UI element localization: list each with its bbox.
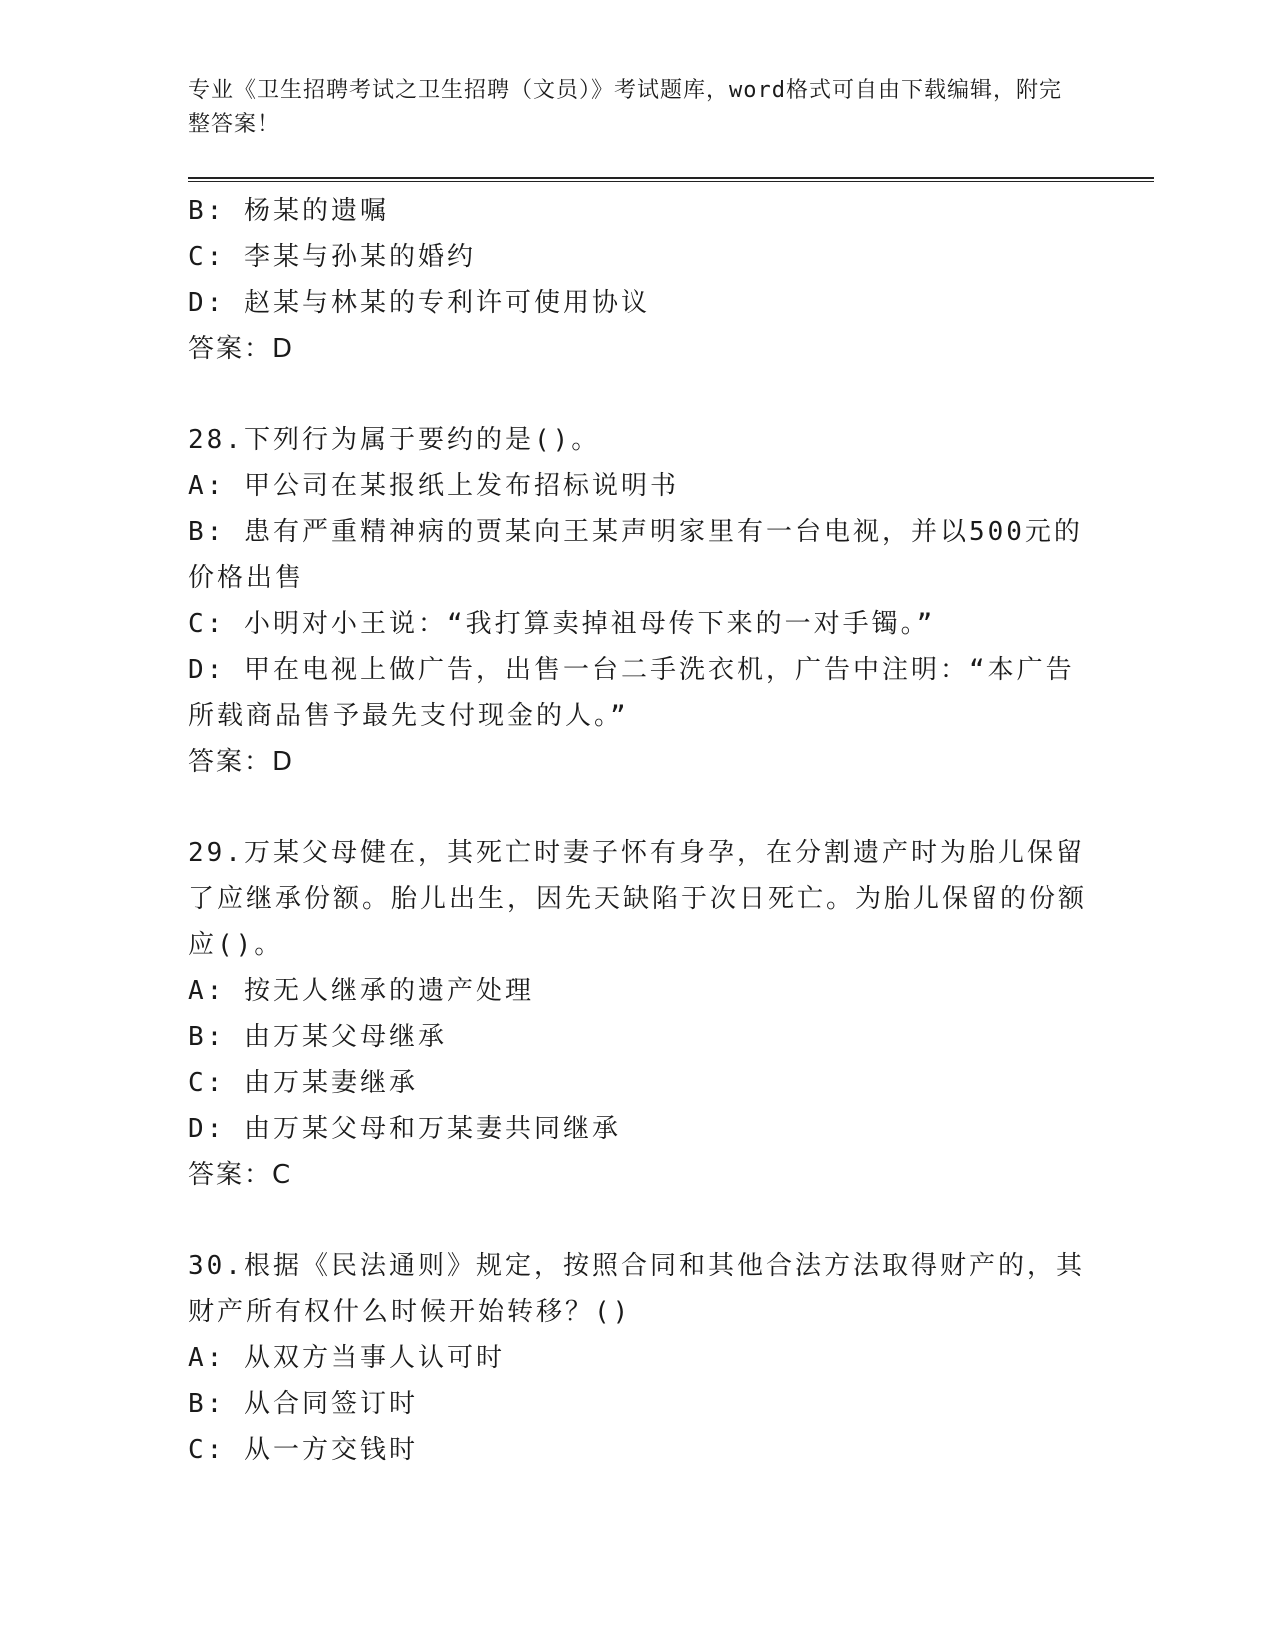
option-b: B: 由万某父母继承 [188, 1022, 447, 1052]
answer: 答案：D [188, 747, 295, 777]
question-content [188, 188, 1088, 1473]
option-d: D: 赵某与林某的专利许可使用协议 [188, 288, 650, 318]
spacer [188, 372, 1088, 417]
option-a: A: 从双方当事人认可时 [188, 1343, 505, 1373]
question-stem: 29.万某父母健在，其死亡时妻子怀有身孕，在分割遗产时为胎儿保留了应继承份额。胎儿出生，因先天缺陷于次日死亡。为胎儿保留的份额应()。 [188, 838, 1088, 960]
option-c: C: 由万某妻继承 [188, 1068, 418, 1098]
option-b: B: 患有严重精神病的贾某向王某声明家里有一台电视，并以500元的价格出售 [188, 517, 1083, 593]
header-divider [188, 177, 1154, 182]
option-b: B: 杨某的遗嘱 [188, 196, 389, 226]
document-header [188, 74, 1078, 142]
question-28 [188, 417, 1088, 785]
option-a: A: 甲公司在某报纸上发布招标说明书 [188, 471, 679, 501]
question-27-tail [188, 188, 1088, 372]
option-a: A: 按无人继承的遗产处理 [188, 976, 534, 1006]
option-c: C: 小明对小王说：“我打算卖掉祖母传下来的一对手镯。” [188, 609, 936, 639]
header-text: 专业《卫生招聘考试之卫生招聘（文员）》考试题库，word格式可自由下载编辑，附完整答案！ [188, 78, 1062, 137]
option-d: D: 由万某父母和万某妻共同继承 [188, 1114, 621, 1144]
question-30 [188, 1243, 1088, 1473]
question-stem: 30.根据《民法通则》规定，按照合同和其他合法方法取得财产的，其财产所有权什么时候开始转移？() [188, 1251, 1085, 1327]
option-b: B: 从合同签订时 [188, 1389, 418, 1419]
option-c: C: 从一方交钱时 [188, 1435, 418, 1465]
spacer [188, 785, 1088, 830]
answer: 答案：C [188, 1160, 293, 1190]
spacer [188, 1198, 1088, 1243]
option-d: D: 甲在电视上做广告，出售一台二手洗衣机，广告中注明：“本广告所载商品售予最先支付现金的人。” [188, 655, 1075, 731]
question-29 [188, 830, 1088, 1198]
answer: 答案：D [188, 334, 295, 364]
option-c: C: 李某与孙某的婚约 [188, 242, 476, 272]
question-stem: 28.下列行为属于要约的是()。 [188, 425, 601, 455]
